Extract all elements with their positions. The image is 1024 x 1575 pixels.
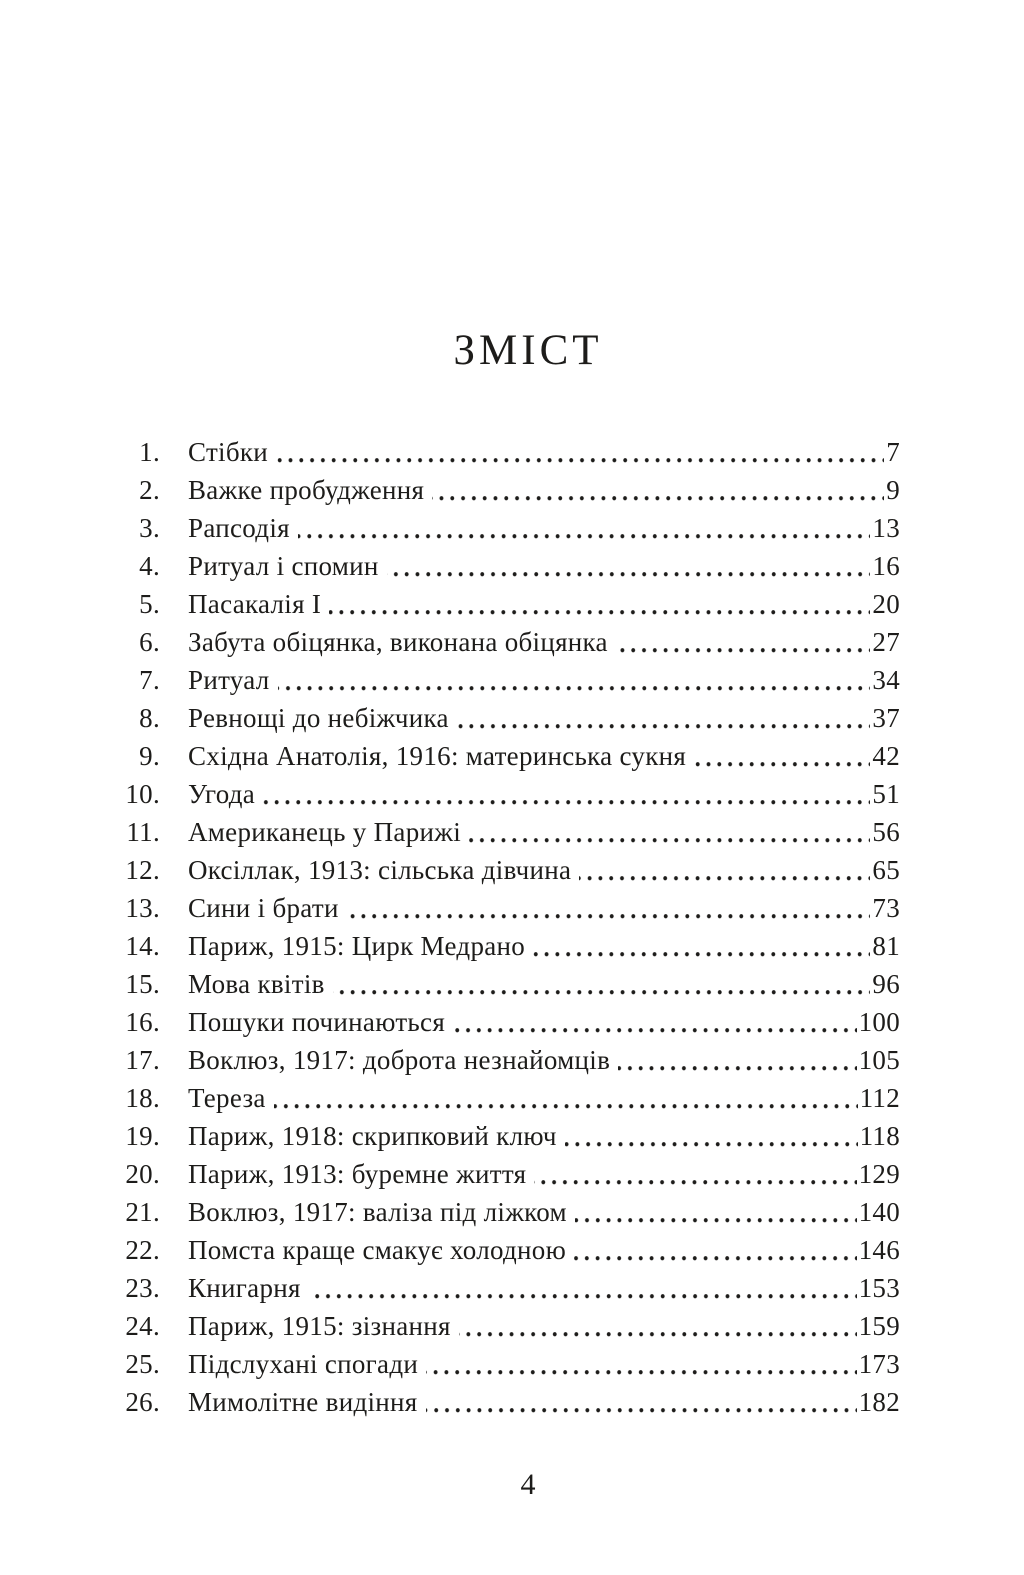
toc-entry-title: Пошуки починаються	[188, 1007, 446, 1037]
dot-leader	[387, 547, 871, 585]
toc-entry-number: 15.	[125, 969, 160, 999]
dot-leader	[533, 927, 870, 965]
toc-entry-page: 118	[859, 1121, 900, 1151]
dot-leader	[453, 1003, 857, 1041]
toc-entry-page: 96	[872, 969, 900, 999]
dot-leader	[329, 585, 870, 623]
toc-entry	[122, 851, 900, 889]
toc-entry-title: Мова квітів	[188, 969, 325, 999]
toc-entry-title: Східна Анатолія, 1916: материнська сукня	[188, 741, 687, 771]
toc-entry-number: 2.	[139, 475, 160, 505]
dot-leader	[333, 965, 871, 1003]
toc-entry-title: Париж, 1915: зізнання	[188, 1311, 451, 1341]
dot-leader	[278, 661, 871, 699]
dot-leader	[469, 813, 870, 851]
toc-entry-title: Угода	[188, 779, 256, 809]
toc-entry-number: 5.	[139, 589, 160, 619]
toc-entry	[122, 813, 900, 851]
dot-leader	[565, 1117, 858, 1155]
toc-entry-title: Воклюз, 1917: доброта незнайомців	[188, 1045, 611, 1075]
toc-entry-page: 42	[872, 741, 900, 771]
toc-entry-number: 22.	[125, 1235, 160, 1265]
toc-entry-title: Мимолітне видіння	[188, 1387, 418, 1417]
toc-entry-title: Париж, 1913: буремне життя	[188, 1159, 527, 1189]
toc-entry-number: 18.	[125, 1083, 160, 1113]
toc-entry-number: 11.	[126, 817, 160, 847]
toc-entry	[122, 1117, 900, 1155]
toc-entry-title: Підслухані спогади	[188, 1349, 419, 1379]
toc-entry	[122, 585, 900, 623]
toc-entry-title: Помста краще смакує холодною	[188, 1235, 567, 1265]
dot-leader	[534, 1155, 856, 1193]
toc-entry-title: Рапсодія	[188, 513, 290, 543]
toc-entry-page: 51	[872, 779, 900, 809]
dot-leader	[579, 851, 870, 889]
toc-entry-page: 129	[858, 1159, 900, 1189]
toc-entry-page: 7	[886, 437, 900, 467]
toc-entry-number: 20.	[125, 1159, 160, 1189]
dot-leader	[616, 623, 871, 661]
toc-entry-page: 182	[858, 1387, 900, 1417]
toc-entry	[122, 471, 900, 509]
toc-entry-number: 9.	[139, 741, 160, 771]
toc-entry-page: 100	[858, 1007, 900, 1037]
toc-entry	[122, 737, 900, 775]
toc-entry	[122, 1079, 900, 1117]
toc-entry-page: 9	[886, 475, 900, 505]
dot-leader	[432, 471, 884, 509]
toc-entry-title: Сини і брати	[188, 893, 339, 923]
toc-entry	[122, 927, 900, 965]
dot-leader	[309, 1269, 857, 1307]
dot-leader	[457, 699, 871, 737]
toc-entry-title: Стібки	[188, 437, 269, 467]
toc-entry-number: 10.	[125, 779, 160, 809]
toc-entry-number: 16.	[125, 1007, 160, 1037]
toc-entry-number: 17.	[125, 1045, 160, 1075]
dot-leader	[575, 1193, 857, 1231]
toc-entry-title: Воклюз, 1917: валіза під ліжком	[188, 1197, 567, 1227]
page-title: ЗМІСТ	[453, 327, 603, 374]
toc-entry-number: 6.	[139, 627, 160, 657]
toc-entry	[122, 1041, 900, 1079]
toc-entry-number: 3.	[139, 513, 160, 543]
toc-entry-title: Забута обіцянка, виконана обіцянка	[188, 627, 608, 657]
toc-entry-title: Ритуал	[188, 665, 270, 695]
dot-leader	[426, 1383, 857, 1421]
toc-entry-page: 13	[872, 513, 900, 543]
toc-entry-title: Париж, 1915: Цирк Медрано	[188, 931, 526, 961]
toc-entry	[122, 509, 900, 547]
toc-entry-title: Париж, 1918: скрипковий ключ	[188, 1121, 557, 1151]
toc-entry-number: 25.	[125, 1349, 160, 1379]
toc-entry-page: 105	[858, 1045, 900, 1075]
dot-leader	[263, 775, 870, 813]
toc-entry-number: 4.	[139, 551, 160, 581]
toc-entry-title: Тереза	[188, 1083, 266, 1113]
toc-entry-page: 81	[872, 931, 900, 961]
toc-entry-page: 112	[859, 1083, 900, 1113]
dot-leader	[694, 737, 870, 775]
dot-leader	[574, 1231, 857, 1269]
toc-entry-page: 37	[872, 703, 900, 733]
toc-entry-page: 159	[858, 1311, 900, 1341]
toc-entry-number: 24.	[125, 1311, 160, 1341]
toc-entry	[122, 1383, 900, 1421]
toc-entry-title: Ревнощі до небіжчика	[188, 703, 449, 733]
toc-entry	[122, 1231, 900, 1269]
dot-leader	[347, 889, 871, 927]
toc-entry-page: 173	[858, 1349, 900, 1379]
toc-entry-page: 27	[872, 627, 900, 657]
toc-entry-page: 34	[872, 665, 900, 695]
toc-entry	[122, 699, 900, 737]
toc-entry-title: Ритуал і спомин	[188, 551, 379, 581]
page-number: 4	[520, 1468, 536, 1501]
toc-entry	[122, 1345, 900, 1383]
toc-entry-number: 12.	[125, 855, 160, 885]
toc-entry-number: 8.	[139, 703, 160, 733]
toc-entry	[122, 433, 900, 471]
dot-leader	[298, 509, 871, 547]
toc-entry-number: 1.	[139, 437, 160, 467]
toc-entry-title: Книгарня	[188, 1273, 301, 1303]
toc-entry-page: 146	[858, 1235, 900, 1265]
toc-entry	[122, 547, 900, 585]
toc-entry-number: 13.	[125, 893, 160, 923]
toc-entry-page: 56	[872, 817, 900, 847]
toc-entry-number: 7.	[139, 665, 160, 695]
toc-list	[122, 433, 900, 1421]
toc-entry-number: 26.	[125, 1387, 160, 1417]
dot-leader	[426, 1345, 856, 1383]
toc-entry-page: 65	[872, 855, 900, 885]
toc-entry-number: 19.	[125, 1121, 160, 1151]
dot-leader	[276, 433, 884, 471]
toc-entry-title: Американець у Парижі	[188, 817, 461, 847]
toc-entry-number: 21.	[125, 1197, 160, 1227]
toc-entry	[122, 889, 900, 927]
toc-entry-page: 73	[872, 893, 900, 923]
dot-leader	[459, 1307, 857, 1345]
toc-entry	[122, 1003, 900, 1041]
toc-entry	[122, 1269, 900, 1307]
toc-entry-number: 14.	[125, 931, 160, 961]
dot-leader	[618, 1041, 856, 1079]
toc-entry	[122, 1155, 900, 1193]
toc-entry	[122, 1193, 900, 1231]
toc-entry-title: Важке пробудження	[188, 475, 425, 505]
toc-entry	[122, 1307, 900, 1345]
toc-entry-page: 153	[858, 1273, 900, 1303]
toc-entry-page: 20	[872, 589, 900, 619]
toc-entry-page: 16	[872, 551, 900, 581]
toc-entry-number: 23.	[125, 1273, 160, 1303]
toc-entry	[122, 661, 900, 699]
toc-entry	[122, 623, 900, 661]
toc-entry	[122, 965, 900, 1003]
dot-leader	[274, 1079, 858, 1117]
toc-entry-title: Оксіллак, 1913: сільська дівчина	[188, 855, 572, 885]
toc-entry-page: 140	[858, 1197, 900, 1227]
toc-entry-title: Пасакалія І	[188, 589, 322, 619]
toc-entry	[122, 775, 900, 813]
